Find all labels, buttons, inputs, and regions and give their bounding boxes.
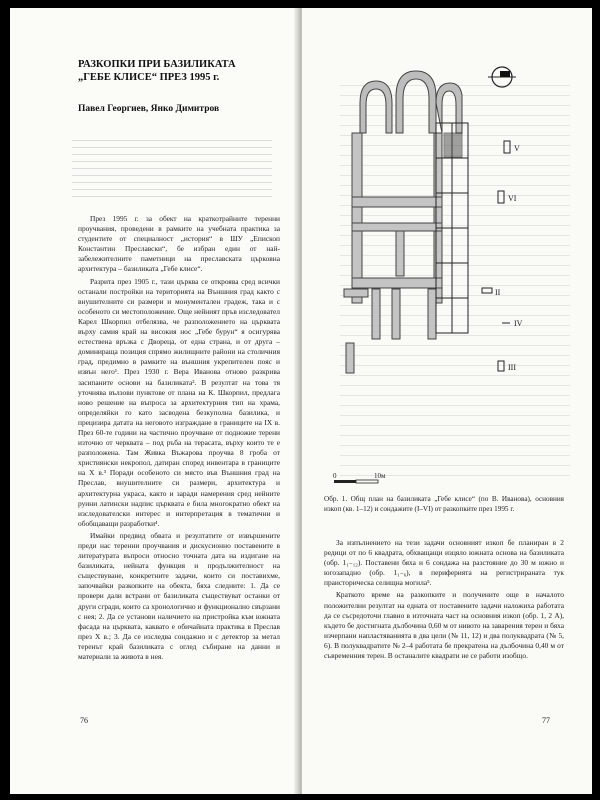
paragraph: Разрита през 1905 г., тази църква се откроява сред всички останали постройки на територията на Външния град както с внушителните си размери и монументален градеж, така и с особеното си местоположение. Още нейният пръв изследовател Карел Шкорпил отбелязва, че разположението на църквата върху самия край на високия нос „Гебе бурун“ я осигурява естествена връзка с Двореца, от една страна, и от друга – доминираща позиция спрямо жилищните райони на столичния град, предимно в рамките на външния укрепителен пояс и извън него¹. През 1930 г. Вера Иванова отново разкрива засипаните основи на базиликата². В резултат на това тя уточнява вълзови пунктове от плана на К. Шкорпил, предлага ново решение на въпроса за архитектурния тип на храма, определяйки го като засводена безкуполна базилика, и прецизира датата на неговото изграждане в границите на IX в. През 60-те години на частично проучване от подножие терени източно от черквата – под ръба на терасата, върху които те е разположена. Там Живка Въжарова проучва 8 гроба от християнски некропол, датиран според инвентара в границите на X в.³ Поради особеното си място във Външния град на Преслав, внушителните си размери, архитектура и архитектурна украса, както и заради намерения сред нейните руини латински надпис църквата е била многократно обект на изследователски интерес и интерпретация в тематични и обобщаващи разработки⁴. <box>78 276 280 528</box>
apses <box>360 71 462 133</box>
scale-label-ten: 10м <box>374 472 386 480</box>
sounding-label: VI <box>508 194 517 203</box>
sounding-label: IV <box>514 319 523 328</box>
basilica-plan-figure <box>332 63 562 393</box>
sounding-markers <box>482 141 510 371</box>
paragraph: Имайки предвид обвата и резултатите от извършените преди нас теренни проучвания и дискусионно поставените в литературата въпроси относно точната дата на издигане на базиликата, нейната функция и продължителност на съществуване, конкретните задачи, които си поставихме, започвайки разкопките на обекта, бяха следните: 1. Да се провери дали встрани от базиликата съществуват останки от други сгради, които са хронологично и функционално свързани с нея; 2. Да се установи наличието на пристройка към южната фасада на църквата, каквато е обичайната практика в Преслав през X в.; 3. Да се изследва сондажно и с детектор за метал теренът край базиликата с оглед събиране на данни и материали за живота в нея. <box>78 530 280 662</box>
paragraph: През 1995 г. за обект на краткотрайните теренни проучвания, проведени в рамките на учебната практика за студентите от специалност „история“ в ШУ „Епископ Константин Преславски“, бе избран един от най-забележителните паметници на преславската църковна архитектура – базиликата „Гебе клисе“. <box>78 214 280 274</box>
book-spread <box>10 8 592 794</box>
sounding-labels <box>495 144 523 372</box>
paragraph: Краткото време на разкопките и получените още в началото положителни резултат на едната от поставените задачи наложиха работата да се съсредоточи главно в източната част на основния изкоп (обр. 1, 2 А), където бе достигната дълбочина 0,60 м от нивото на заварения терен и бяха изчерпани напластяванията в два цели (№ 11, 12) и два полуквадрата (№ 5, 6). В полуквадратите № 2–4 работата бе прекратена на дълбочина 0,40 м от съвременния терен. В останалите квадрати не се работи изобщо. <box>324 590 564 661</box>
title-line-1: РАЗКОПКИ ПРИ БАЗИЛИКАТА <box>78 59 236 70</box>
article-authors: Павел Георгиев, Янко Димитров <box>78 104 220 114</box>
show-through-lines <box>72 134 272 204</box>
page-number: 77 <box>542 716 550 725</box>
scale-label-zero: 0 <box>333 472 337 480</box>
article-title <box>78 58 278 84</box>
left-page <box>10 8 298 794</box>
right-body-text <box>324 538 564 698</box>
left-body-text <box>78 214 280 664</box>
right-page <box>302 8 592 794</box>
title-line-2: „ГЕБЕ КЛИСЕ“ ПРЕЗ 1995 г. <box>78 72 220 83</box>
sounding-label: II <box>495 288 501 297</box>
page-number: 76 <box>80 716 88 725</box>
north-arrow-icon <box>488 67 516 87</box>
scale-bar <box>332 470 412 486</box>
sounding-label: V <box>514 144 520 153</box>
basilica-walls <box>344 133 442 373</box>
figure-caption: Обр. 1. Общ план на базиликата „Гебе клисе“ (по В. Иванова), основния изкоп (кв. 1–12) и сондажите (I–VI) от разкопките през 1995 г. <box>324 495 564 513</box>
sounding-label: III <box>508 363 516 372</box>
paragraph: За изпълнението на тези задачи основният изкоп бе планиран в 2 редици от по 6 квадрата, обхващащи изцяло южната основа на базиликата (обр. 1₁₋₁₂). Поставени бяха и 6 сондажа на разстояние до 30 м южно и югозападно (обр. 1₁₋₆), в периферията на регистрираната тук праисторическа селищна могила⁵. <box>324 538 564 588</box>
